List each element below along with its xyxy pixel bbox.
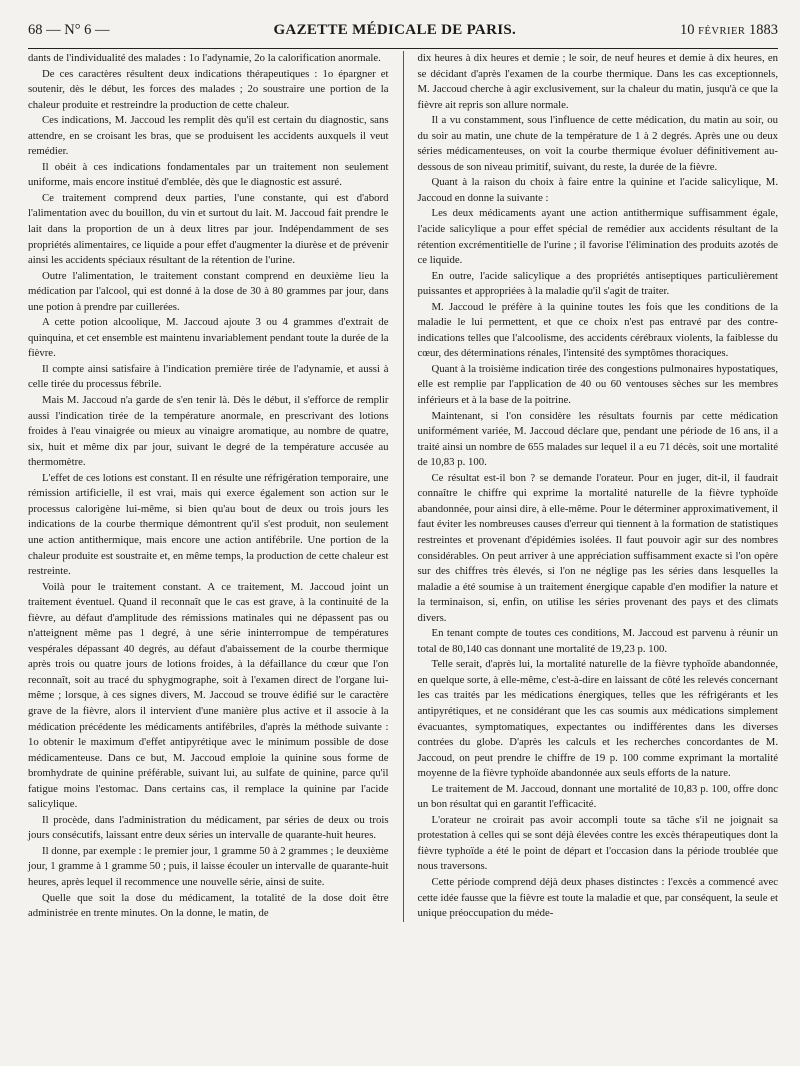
left-column bbox=[28, 51, 389, 922]
paragraph: Telle serait, d'après lui, la mortalité naturelle de la fièvre typhoïde abandonnée, en quelque sorte, à elle-même, c'est-à-dire en laissant de côté les relevés concernant les cas traités par les médications énergiques, telles que les réfrigérants et les antipyrétiques, et ne considérant que les cas soumis aux médications simplement évacuantes, symptomatiques, expectantes ou indifférentes dans les diverses contrées du globe. D'après les calculs et les recherches concordantes de M. Jaccoud, on peut prendre le chiffre de 19 p. 100 comme exprimant la mortalité moyenne de la fièvre typhoïde abandonnée aux seuls efforts de la nature. bbox=[417, 658, 779, 780]
paragraph: Cette période comprend déjà deux phases distinctes : l'excès a commencé avec cette idée fausse que la fièvre est toute la maladie et que, par conséquent, la seule et unique préoccupation du méde- bbox=[417, 875, 779, 920]
paragraph: Quelle que soit la dose du médicament, la totalité de la dose doit être administrée en trente minutes. On la donne, le matin, de bbox=[28, 891, 389, 920]
paragraph: Il obéit à ces indications fondamentales par un traitement non seulement uniforme, mais encore institué d'emblée, dès que le diagnostic est assuré. bbox=[28, 160, 389, 189]
paragraph: Il compte ainsi satisfaire à l'indication première tirée de l'adynamie, et aussi à celle tirée du processus fébrile. bbox=[28, 362, 389, 391]
paragraph: De ces caractères résultent deux indications thérapeutiques : 1o épargner et soutenir, dès le début, les forces des malades ; 2o soustraire une portion de la chaleur produite et restreindre la production de cette chaleur. bbox=[28, 67, 389, 111]
journal-title: GAZETTE MÉDICALE DE PARIS. bbox=[273, 22, 517, 38]
paragraph: Outre l'alimentation, le traitement constant comprend en deuxième lieu la médication par l'alcool, qui est donné à la dose de 30 à 80 grammes par jour, dans une potion à prendre par cuillerées. bbox=[28, 269, 389, 313]
paragraph: Il donne, par exemple : le premier jour, 1 gramme 50 à 2 grammes ; le deuxième jour, 1 gramme à 1 gramme 50 ; puis, il laisse écouler un intervalle de quarante-huit heures, après lequel il recommence une nouvelle série, ainsi de suite. bbox=[28, 844, 389, 888]
paragraph: Quant à la raison du choix à faire entre la quinine et l'acide salicylique, M. Jaccoud en donne la suivante : bbox=[417, 176, 779, 204]
paragraph: Ce résultat est-il bon ? se demande l'orateur. Pour en juger, dit-il, il faudrait connaître le chiffre qui exprime la mortalité naturelle de la fièvre typhoïde abandonnée, pour ainsi dire, à elle-même. Pour le déterminer approximativement, il faut éviter les nombreuses causes d'erreur qui tiennent à la formation de statistiques restreintes et provenant d'épidémies isolées. Il faut pouvoir agir sur des nombres considérables. On peut arriver à une appréciation suffisamment exacte si l'on opère sur des chiffres très élevés, si l'on ne néglige pas les séries dans lesquelles la maladie a été soumise à un traitement énergique capable d'en modifier la nature et la terminaison, si, enfin, on utilise les séries provenant des pays et des climats divers. bbox=[417, 471, 779, 624]
paragraph: L'orateur ne croirait pas avoir accompli toute sa tâche s'il ne joignait sa protestation à celles qui se sont déjà élevées contre les excès thérapeutiques dont la fièvre typhoïde a été le point de départ et l'occasion dans la période troublée que nous traversons. bbox=[417, 813, 779, 873]
paragraph: Quant à la troisième indication tirée des congestions pulmonaires hypostatiques, elle est remplie par l'application de 40 ou 60 ventouses sèches sur les membres inférieurs et à la base de la poitrine. bbox=[417, 362, 779, 407]
page-number: 68 — N° 6 — bbox=[28, 22, 110, 38]
paragraph: Les deux médicaments ayant une action antithermique suffisamment égale, l'acide salicylique a pour effet spécial de remédier aux accidents résultant de la rétention excrémentitielle de l'urine ; il favorise l'élimination des produits azotés de ce liquide. bbox=[417, 207, 779, 267]
paragraph: Il a vu constamment, sous l'influence de cette médication, du matin au soir, ou du soir au matin, une chute de la température de 1 à 2 degrés. Après une ou deux séries médicamenteuses, on voit la courbe thermique évoluer définitivement au-dessous de son niveau primitif, suivant, du reste, la durée de la fièvre. bbox=[417, 114, 779, 173]
paragraph: Ces indications, M. Jaccoud les remplit dès qu'il est certain du diagnostic, sans attendre, en se croisant les bras, que se produisent les accidents auxquels il veut remédier. bbox=[28, 114, 389, 158]
paragraph: Il procède, dans l'administration du médicament, par séries de deux ou trois jours consécutifs, laissant entre deux séries un intervalle de quarante-huit heures. bbox=[28, 813, 389, 842]
paragraph: dix heures à dix heures et demie ; le soir, de neuf heures et demie à dix heures, en se décidant d'après l'examen de la courbe thermique. Dans les cas exceptionnels, M. Jaccoud cherche à agir exclusivement, sur la chaleur du matin, jusqu'à ce que la fièvre ait repris son allure normale. bbox=[417, 52, 779, 111]
paragraph: A cette potion alcoolique, M. Jaccoud ajoute 3 ou 4 grammes d'extrait de quinquina, et cet ensemble est maintenu invariablement pendant toute la durée de la fièvre. bbox=[28, 316, 389, 360]
paragraph: L'effet de ces lotions est constant. Il en résulte une réfrigération temporaire, une rémission artificielle, il est vrai, mais qui exerce également son action sur le processus calorigène lui-même, si bien qu'au bout de deux ou trois jours les indications de la courbe thermique démontrent qu'il s'est produit, non seulement une action antithermique, mais encore une action antifébrile. Une portion de la chaleur produite est soustraite et, en même temps, la production de cette chaleur est restreinte. bbox=[28, 471, 389, 578]
column-divider bbox=[403, 51, 404, 922]
paragraph: Ce traitement comprend deux parties, l'une constante, qui est d'abord l'alimentation avec du bouillon, du vin et surtout du lait. M. Jaccoud fait prendre le lait dans la proportion de un à deux litres par jour. Indépendamment de ses propriétés alimentaires, ce liquide a pour effet d'augmenter la diurèse et de prévenir ainsi les accidents spéciaux résultant de la rétention de l'urine. bbox=[28, 191, 389, 267]
right-column bbox=[418, 51, 779, 922]
issue-date: 10 FÉVRIER 1883 bbox=[679, 22, 778, 38]
paragraph: Le traitement de M. Jaccoud, donnant une mortalité de 10,83 p. 100, offre donc un bon résultat qui en garantit l'efficacité. bbox=[417, 782, 779, 811]
paragraph: Mais M. Jaccoud n'a garde de s'en tenir là. Dès le début, il s'efforce de remplir aussi l'indication tirée de la température anormale, en prescrivant des lotions froides à l'eau vinaigrée ou mieux au vinaigre aromatique, au nombre de quatre, six, huit et même dix par jour, suivant le degré de la température accusée au thermomètre. bbox=[28, 394, 389, 469]
paragraph: M. Jaccoud le préfère à la quinine toutes les fois que les conditions de la maladie le lui permettent, et que ce choix n'est pas entravé par des contre-indications telles que l'alcoolisme, des accidents cérébraux violents, la faiblesse du cœur, des déterminations rénales, l'intensité des symptômes thoraciques. bbox=[417, 300, 779, 360]
paragraph: Maintenant, si l'on considère les résultats fournis par cette médication uniformément variée, M. Jaccoud déclare que, pendant une période de 16 ans, il a traité ainsi un nombre de 655 malades sur lequel il a eu 71 décès, soit une mortalité de 10,83 p. 100. bbox=[417, 409, 779, 469]
paragraph: En tenant compte de toutes ces conditions, M. Jaccoud est parvenu à réunir un total de 80,140 cas donnant une mortalité de 19,23 p. 100. bbox=[417, 627, 779, 655]
paragraph: En outre, l'acide salicylique a des propriétés antiseptiques particulièrement puissantes et appropriées à la maladie qu'il s'agit de traiter. bbox=[417, 269, 779, 298]
article-body bbox=[28, 51, 778, 922]
paragraph: dants de l'individualité des malades : 1o l'adynamie, 2o la calorification anormale. bbox=[28, 52, 381, 64]
page-header bbox=[28, 0, 778, 44]
header-rule bbox=[28, 48, 778, 49]
paragraph: Voilà pour le traitement constant. A ce traitement, M. Jaccoud joint un traitement éventuel. Quand il reconnaît que le cas est grave, à la continuité de la fièvre, au défaut d'amplitude des rémissions matinales qui ne dépassent pas ou n'atteignent même pas 1 degré, à une série ininterrompue de températures vespérales dépassant 40 degrés, au défaut d'abaissement de la courbe thermique après trois ou quatre jours de lotions froides, à la défaillance du cœur que l'on reconnaît, soit au tracé du sphygmographe, soit à l'examen direct de l'organe lui-même ; lorsque, à ces signes divers, M. Jaccoud se trouve édifié sur le caractère grave de la fièvre, alors il intervient d'une manière plus active et il associe à la médication précédente les médicaments antifébriles, d'après la méthode suivante : 1o obtenir le maximum d'effet antipyrétique avec le minimum possible de dose médicamenteuse. Dans ce but, M. Jaccoud emploie la quinine sous forme de bromhydrate de quinine préférable, suivant lui, au sulfate de quinine, parce qu'il fatigue moins l'estomac. Dans certains cas, il remplace la quinine par l'acide salicylique. bbox=[28, 580, 389, 811]
